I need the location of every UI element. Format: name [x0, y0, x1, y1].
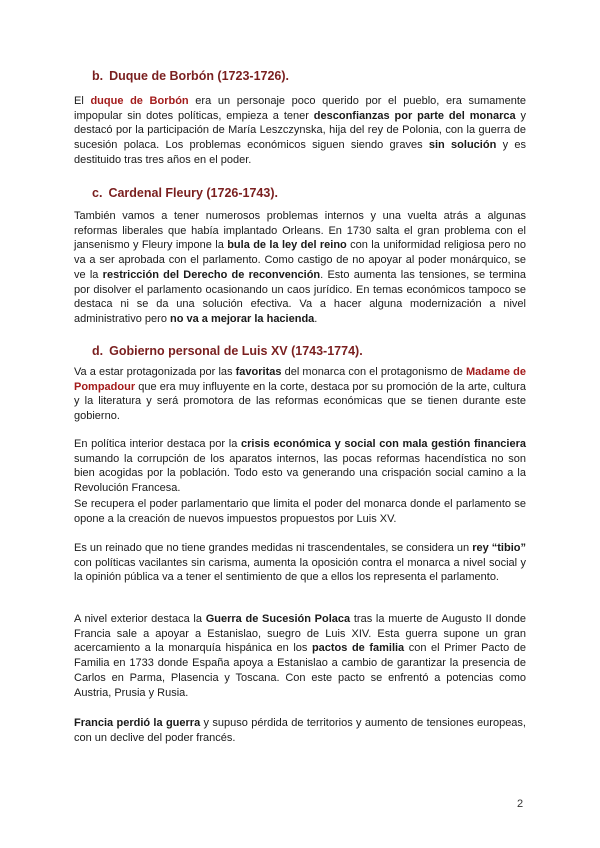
bold-text: sin solución: [428, 139, 497, 152]
section-d-paragraph-6: [74, 716, 526, 745]
text-run: En política interior destaca por la: [74, 438, 241, 450]
section-c-heading: [92, 186, 278, 200]
bold-text: favoritas: [235, 366, 282, 378]
bold-text: crisis económica y social con mala gestión financiera: [241, 438, 526, 450]
text-run: era un personaje poco querido por el pueblo, era sumamente impopular sin dotes políticas, empieza a tener: [74, 95, 526, 122]
section-d-paragraph-3: Se recupera el poder parlamentario que limita el poder del monarca donde el parlamento se opone a la creación de nuevos impuestos propuestos por Luis XV.: [74, 498, 526, 525]
text-run: del monarca con el protagonismo de: [281, 366, 466, 378]
page-number: 2: [517, 798, 524, 810]
section-c-title: Cardenal Fleury (1726-1743).: [108, 186, 278, 200]
highlight-madame-de-pompadour: Madame de Pompadour: [74, 366, 526, 393]
section-d-paragraph-1: [74, 365, 526, 424]
section-c-number: c.: [92, 186, 103, 200]
section-d-heading: [92, 344, 363, 358]
section-d-paragraph-2: [74, 437, 526, 496]
bold-text: restricción del Derecho de reconvención: [102, 268, 321, 281]
text-run: con el Primer Pacto de Familia en 1733 donde España apoya a Estanislao a cambio de garantizar la presencia de Carlos en Parma, Plasencia y Toscana. Con este pacto se enfrentó a potencias como Austria, Prusia y Rusia.: [74, 642, 526, 699]
section-b-title: Duque de Borbón (1723-1726).: [109, 69, 290, 83]
text-run: tras la muerte de Augusto II donde Francia sale a apoyar a Estanislao, suegro de Luis XIV. Esta guerra supone un gran acercamiento a la monarquía hispánica en los: [74, 613, 526, 655]
text-run: .: [314, 312, 318, 325]
text-run: A nivel exterior destaca la: [74, 613, 206, 625]
bold-text: Guerra de Sucesión Polaca: [205, 613, 351, 625]
section-d-paragraph-5: [74, 612, 526, 700]
section-d-paragraph-4: [74, 541, 526, 585]
bold-text: no va a mejorar la hacienda: [170, 312, 315, 325]
section-d-number: d.: [92, 344, 104, 358]
bold-text: desconfianzas por parte del monarca: [313, 109, 516, 122]
text-run: y es destituido tras tres años en el poder.: [74, 139, 527, 166]
section-b-number: b.: [92, 69, 104, 83]
bold-text: Francia perdió la guerra: [74, 717, 201, 729]
bold-text: pactos de familia: [311, 642, 405, 655]
bold-text: rey “tibio”: [472, 542, 526, 554]
text-run: sumando la corrupción de los aparatos internos, las pocas reformas hacendística no son bien acogidas por la población. Todo esto va generando una crispación social camino a la Revolución Francesa.: [74, 452, 526, 495]
text-run: También vamos a tener numerosos problemas internos y una vuelta atrás a algunas reformas liberales que había implantado Orleans. En 1730 salta el gran problema con el jansenismo y Fleury impone la: [74, 210, 526, 252]
text-run: y supuso pérdida de territorios y aumento de tensiones europeas, con un declive del poder francés.: [74, 717, 526, 744]
text-run: El: [74, 95, 91, 107]
text-run: Va a estar protagonizada por las: [74, 366, 236, 378]
text-run: con la uniformidad religiosa pero no va a ser aprobada con el parlamento. Como castigo de no apoyar al poder monárquico, se ve la: [74, 239, 527, 281]
section-c-paragraph: [74, 209, 526, 327]
text-run: con políticas vacilantes sin carisma, aumenta la oposición contra el monarca a nivel social y la opinión pública va a tener el sentimiento de que a ellos los representa el parlamento.: [74, 556, 526, 584]
text-run: Es un reinado que no tiene grandes medidas ni trascendentales, se considera un: [74, 542, 473, 554]
section-b-heading: [92, 69, 289, 83]
text-run: que era muy influyente en la corte, destaca por su promoción de la arte, cultura y la literatura y será promotora de las reformas económicas que se tienen durante este gobierno.: [74, 380, 526, 423]
section-d-title: Gobierno personal de Luis XV (1743-1774).: [109, 344, 363, 358]
text-run: . Esto aumenta las tensiones, se termina por disolver el parlamento ocasionando un caos jurídico. En temas económicos tampoco se destaca ni se da una solución efectiva. Va a hacer alguna modernización a nivel administrativo pero: [74, 268, 526, 325]
bold-text: bula de la ley del reino: [227, 239, 347, 252]
highlight-duque-de-borbon: duque de Borbón: [90, 95, 189, 107]
text-run: y destacó por la participación de María Leszczynska, hija del rey de Polonia, con la guerra de sucesión polaca. Los problemas económicos siguen siendo graves: [74, 109, 527, 152]
section-b-paragraph: [74, 94, 526, 168]
